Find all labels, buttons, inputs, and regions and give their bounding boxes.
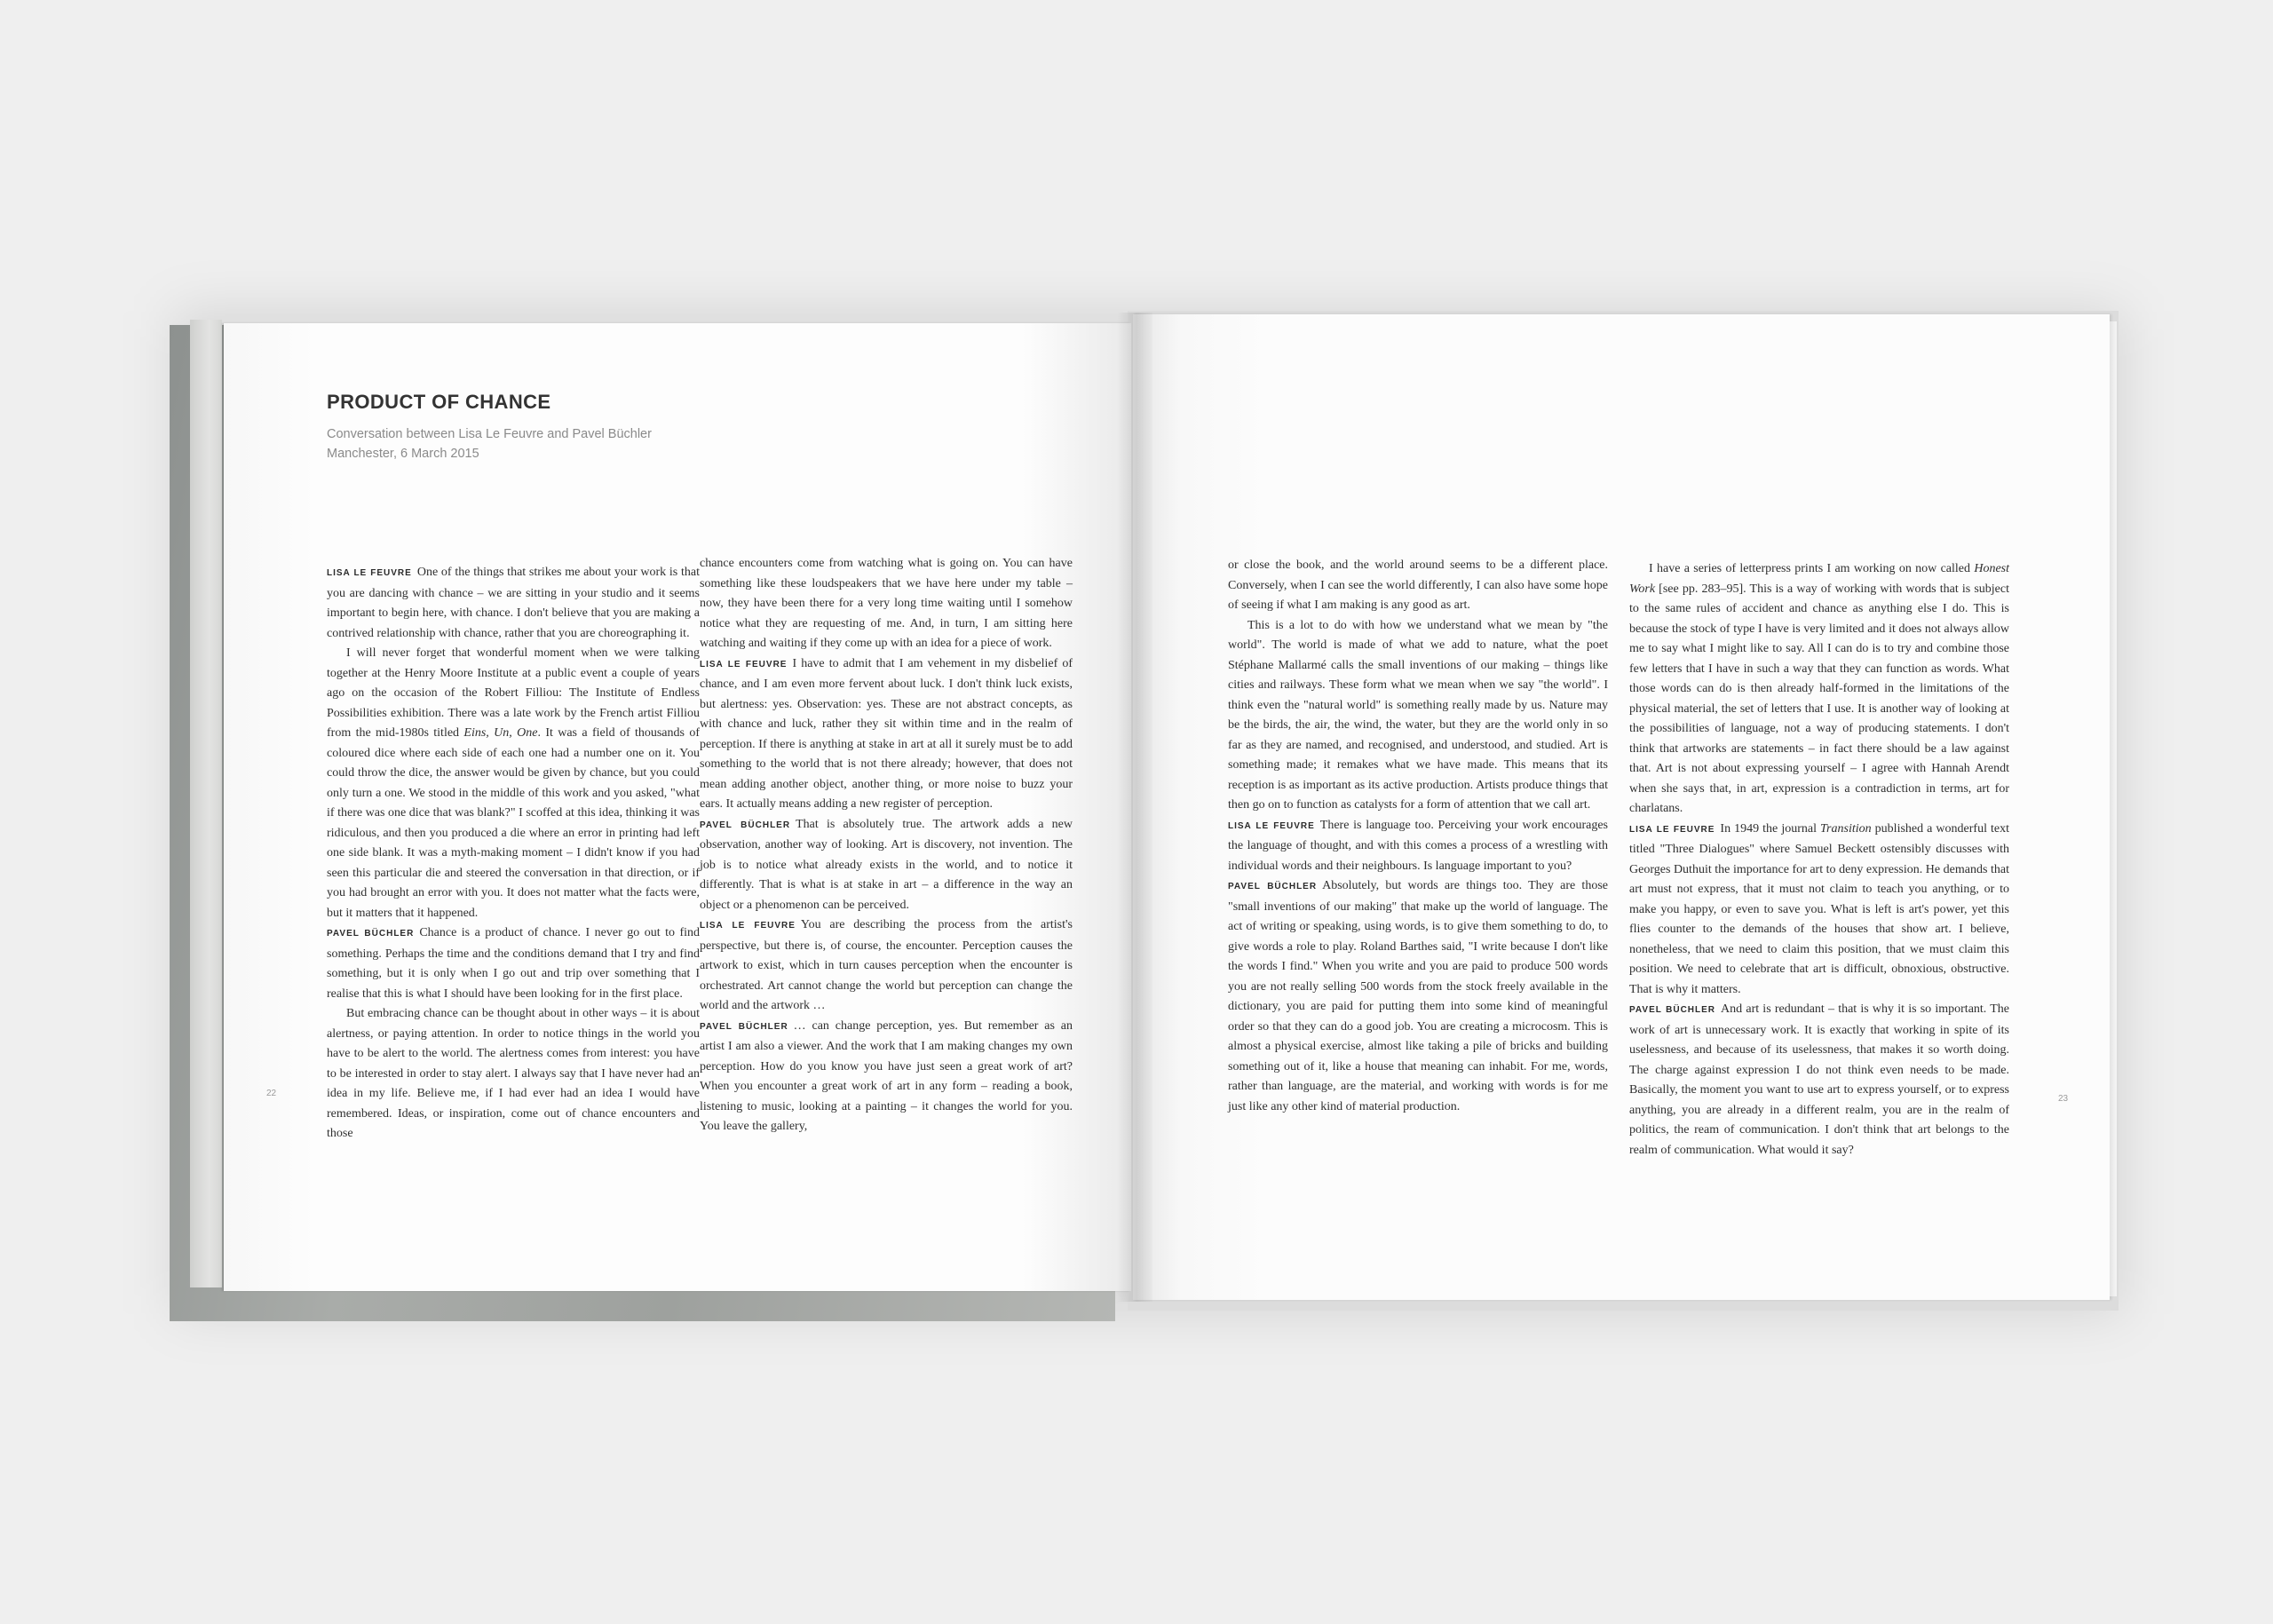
paragraph-text: That is absolutely true. The artwork adds a new observation, another way of looking. Art is discovery, not invention. The job is to notice what already exists in the world, and to notice it differently. That is what is at stake in art – a difference in the way an object or a phenomenon can be perceived.	[700, 817, 1073, 912]
paragraph-text: And art is redundant – that is why it is so important. The work of art is unnecessary work. It is exactly that working in spite of its uselessness, and because of its uselessness, that makes it so worth doing. The charge against expression I do not think even needs to be made. Basically, the moment you want to use art to express yourself, or to express anything, you are already in a different realm, you are in the realm of politics, the ream of communication. I don't think that art belongs to the realm of communication. What would it say?	[1629, 1002, 2010, 1157]
subtitle-line-2: Manchester, 6 March 2015	[327, 447, 479, 461]
speaker-label: LISA LE FEUVRE	[700, 921, 796, 931]
paragraph-text: Absolutely, but words are things too. They are those "small inventions of our making" that make up the world of language. The act of writing or speaking, using words, is to give them something to do, to give words a role to play. Roland Barthes said, "I write because I don't like the words I find." When you write and you are paid to produce 500 words you are not really selling 500 words from the stock freely available in the dictionary, you are paid for putting them into some kind of meaningful order so that they can do a good job. You are creating a microcosm. This is almost a physical exercise, almost like taking a pile of bricks and building something out of it, like a house that meaning can inhabit. For me, words, rather than language, are the material, and working with words is for me just like any other kind of material production.	[1228, 879, 1608, 1113]
page-number-left: 22	[266, 1089, 277, 1098]
paragraph-text: … can change perception, yes. But remember as an artist I am also a viewer. And the work that I am making changes my own perception. How do you know you have just seen a great work of art? When you encounter a great work of art in any form – reading a book, listening to music, looking at a painting – it changes the world for you. You leave the gallery,	[700, 1018, 1073, 1133]
artwork-title: Honest Work	[1629, 562, 2009, 596]
paragraph	[1228, 556, 1608, 616]
paragraph-text: There is language too. Perceiving your work encourages the language of thought, and with this comes a process of a wrestling with individual words and their neighbours. Is language important to you?	[1228, 818, 1609, 873]
paragraph	[700, 554, 1073, 654]
text-column-4	[1629, 559, 2009, 1161]
paragraph	[327, 563, 700, 644]
paragraph	[327, 1004, 700, 1145]
speaker-label: PAVEL BÜCHLER	[700, 820, 791, 830]
speaker-label: LISA LE FEUVRE	[327, 568, 412, 578]
paragraph	[700, 1017, 1073, 1137]
speaker-label: PAVEL BÜCHLER	[1228, 882, 1318, 891]
paragraph	[1629, 820, 2009, 1001]
paragraph-text: In 1949 the journal	[1720, 821, 1821, 836]
paragraph-text: or close the book, and the world around seems to be a different place. Conversely, when I can see the world differently, I can also have some hope of seeing if what I am making is any good as art.	[1228, 558, 1608, 612]
paragraph-text: This is a lot to do with how we understand what we mean by "the world". The world is made of what we add to nature, what the poet Stéphane Mallarmé calls the small inventions of our making – things like cities and railways. These form what we mean when we say "the world". I think even the "natural world" is something really made by us. Nature may be the birds, the air, the wind, the water, but they are the world only in so far as they are named, and recognised, and understood, and studied. Art is something made; it remakes what we have made. This means that its reception is as important as its active production. Artists produce things that then go on to function as catalysts for a form of attention that we call art.	[1228, 618, 1608, 812]
paragraph	[1629, 1000, 2009, 1161]
speaker-label: PAVEL BÜCHLER	[327, 929, 415, 939]
journal-title: Transition	[1820, 821, 1872, 836]
paragraph-text: I have a series of letterpress prints I am working on now called	[1649, 562, 1975, 575]
speaker-label: PAVEL BÜCHLER	[700, 1021, 788, 1032]
paragraph	[1228, 816, 1608, 877]
text-column-1	[327, 563, 700, 1145]
paragraph-text: But embracing chance can be thought about in other ways – it is about alertness, or paying attention. In order to notice things in the world you have to be alert to the world. The alertness comes from interest: you have to be interested in order to stay alert. I always say that I have never had an idea in my life. Believe me, if I had ever had an idea I would have remembered. Ideas, or inspiration, come out of chance encounters and those	[327, 1007, 700, 1140]
paragraph	[1228, 876, 1608, 1117]
paragraph	[327, 644, 700, 923]
subtitle-line-1: Conversation between Lisa Le Feuvre and Pavel Büchler	[327, 427, 652, 441]
paragraph	[700, 915, 1073, 1017]
page-title: PRODUCT OF CHANCE	[327, 391, 551, 413]
paragraph-text: published a wonderful text titled "Three Dialogues" where Samuel Beckett ostensibly discusses with Georges Duthuit the importance for art to deny expression. He demands that art must not express, that it must not claim to teach you anything, or to make you happy, or even to save you. What is left is art's power, yet this flies counter to the demands of the houses that show art. I believe, nonetheless, that we need to claim this position, that we must claim this position. We need to celebrate that art is difficult, obnoxious, obstructive. That is why it matters.	[1629, 821, 2010, 996]
paragraph	[700, 654, 1073, 815]
paragraph-text: I have to admit that I am vehement in my disbelief of chance, and I am even more fervent about luck. I don't think luck exists, but alertness: yes. Observation: yes. These are not abstract concepts, as with chance and luck, rather they sit within time and in the realm of perception. If there is anything at stake in art at all it surely must be to add something to the world that is not there already; however, that does not mean adding another object, another thing, or more noise to buzz your ears. It actually means adding a new register of perception.	[700, 656, 1073, 811]
artwork-title: Eins, Un, One	[463, 726, 538, 740]
book-gutter	[1117, 313, 1152, 1302]
paragraph-text: [see pp. 283–95]. This is a way of working with words that is subject to the same rules of accident and chance as anything else I do. This is because the stock of type I have is very limited and it does not always allow me to say what I might like to say. All I can do is to try and combine those few letters that I have in such a way that they can function as words. What those words can do is then already half-formed in the limitations of the physical material, the set of letters that I use. It is another way of looking at the possibilities of language, not a way of producing statements. I don't think that artworks are statements – in fact there should be a law against that. Art is not about expressing yourself – I agree with Hannah Arendt when she says that, in art, expression is a contradiction in terms, art for charlatans.	[1629, 582, 2009, 815]
speaker-label: PAVEL BÜCHLER	[1629, 1005, 1716, 1015]
paragraph-text: Chance is a product of chance. I never go out to find something. Perhaps the time and the conditions demand that I try and find something, but it is only when I go out and trip over something that I realise that this is what I should have been looking for in the first place.	[327, 926, 700, 1001]
paragraph-text: You are describing the process from the artist's perspective, but there is, of course, the encounter. Perception causes the artwork to exist, which in turn causes perception when the encounter is orchestrated. Art cannot change the world but perception can change the world and the artwork …	[700, 918, 1073, 1012]
speaker-label: LISA LE FEUVRE	[1629, 824, 1715, 835]
text-column-3	[1228, 556, 1608, 1117]
speaker-label: LISA LE FEUVRE	[700, 659, 788, 669]
speaker-label: LISA LE FEUVRE	[1228, 820, 1315, 831]
paragraph	[1228, 616, 1608, 816]
page-subtitle	[327, 424, 652, 463]
paragraph	[1629, 559, 2009, 820]
right-page-edge	[2110, 321, 2117, 1296]
paragraph-text: chance encounters come from watching what is going on. You can have something like these loudspeakers that we have here under my table – now, they have been there for a very long time waiting until I somehow notice what they are requesting of me. And, in turn, I am sitting here watching and waiting if they come up with an idea for a piece of work.	[700, 557, 1073, 650]
page-number-right: 23	[2058, 1094, 2069, 1104]
paragraph	[327, 923, 700, 1004]
paragraph-text: One of the things that strikes me about your work is that you are dancing with chance – we are sitting in your studio and it seems important to begin here, with chance. I don't believe that you are making a contrived relationship with chance, rather that you are choreographing it.	[327, 566, 700, 640]
paragraph-text: I will never forget that wonderful moment when we were talking together at the Henry Moore Institute at a public event a couple of years ago on the occasion of the Robert Filliou: The Institute of Endless Possibilities exhibition. There was a late work by the French artist Filliou from the mid-1980s titled	[327, 646, 700, 740]
paragraph-text: . It was a field of thousands of coloured dice where each side of each one had a number one on it. You could throw the dice, the answer would be given by chance, but you could only turn a one. We stood in the middle of this work and you asked, "what if there was one dice that was blank?" I scoffed at this idea, thinking it was ridiculous, and then you produced a die where an error in printing had left one side blank. It was a myth-making moment – I didn't know if you had seen this particular die and steered the conversation in that direction, or if you had brought an error with you. It does not matter what the facts were, but it matters that it happened.	[327, 726, 700, 920]
paragraph	[700, 815, 1073, 916]
text-column-2	[700, 554, 1073, 1137]
page-block-edge	[190, 320, 222, 1287]
